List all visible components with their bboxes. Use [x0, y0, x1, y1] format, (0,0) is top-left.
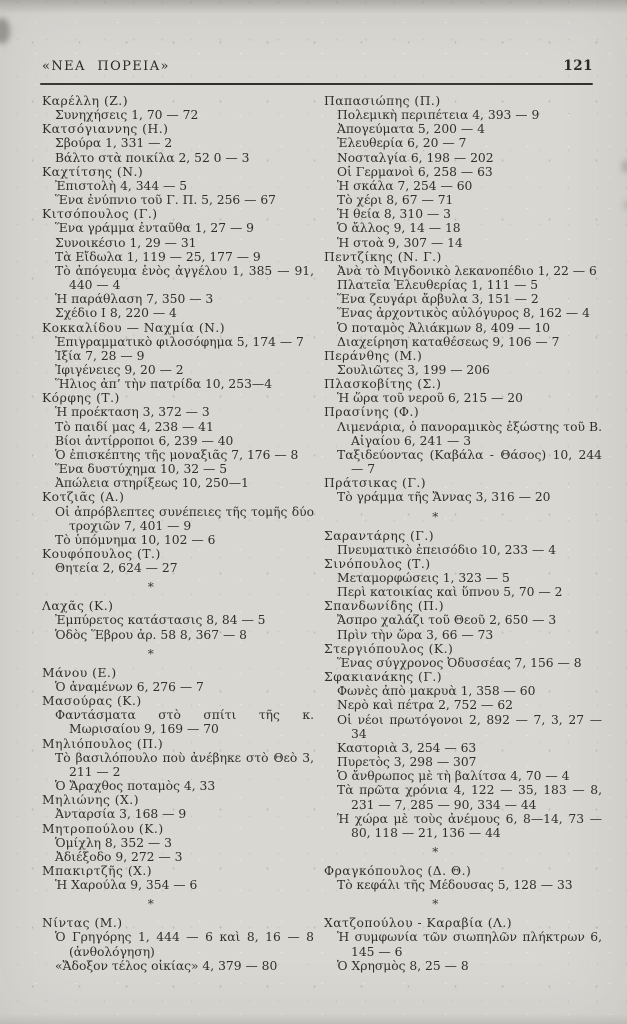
work-entry: Τὸ ὑπόμνημα 10, 102 — 6 [55, 532, 216, 547]
author-heading: Νίντας (Μ.) [42, 916, 123, 931]
author-heading: Κόρφης (Τ.) [42, 391, 120, 406]
author-heading: Μηλιώνης (Χ.) [42, 793, 139, 808]
work-entry: Ἥλιος ἀπ’ τὴν πατρίδα 10, 253—4 [55, 377, 273, 392]
work-entry: Τὸ βασιλόπουλο ποὺ ἀνέβηκε στὸ Θεὸ 3, 211 — 2 [55, 750, 314, 779]
work-entry: Μεταμορφώσεις 1, 323 — 5 [337, 571, 510, 585]
work-entry: Νερὸ καὶ πέτρα 2, 752 — 62 [337, 698, 513, 713]
work-entry: Ὁδὸς Ἕβρου ἀρ. 58 8, 367 — 8 [55, 627, 247, 642]
work-entry: Πνευματικὸ ἐπεισόδιο 10, 233 — 4 [337, 542, 557, 557]
asterisk-separator: * [147, 897, 154, 912]
author-heading: Πράτσικας (Γ.) [324, 476, 427, 491]
work-entry: Πλατεῖα Ἐλευθερίας 1, 111 — 5 [337, 278, 539, 293]
author-heading: Παπασιώπης (Π.) [324, 94, 441, 108]
work-entry: Ἀπώλεια στηρίξεως 10, 250—1 [55, 476, 249, 491]
author-heading: Στεργιόπουλος (Κ.) [324, 641, 454, 656]
work-entry: Τὰ πρῶτα χρόνια 4, 122 — 35, 183 — 8, 231 — 7, 285 — 90, 334 — 44 [337, 783, 602, 812]
work-entry: Ἐπιστολὴ 4, 344 — 5 [55, 178, 188, 193]
asterisk-separator: * [432, 897, 439, 912]
author-heading: Μηλιόπουλος (Π.) [42, 736, 164, 751]
work-entry: Ἕνα γράμμα ἐνταῦθα 1, 27 — 9 [55, 221, 254, 236]
work-entry: Ὁ ἀναμένων 6, 276 — 7 [55, 679, 204, 694]
asterisk-separator: * [432, 844, 439, 859]
author-heading: Μπακιρτζῆς (Χ.) [42, 863, 153, 878]
asterisk-separator: * [147, 646, 154, 661]
scan-smudge [0, 18, 10, 44]
work-entry: Ὁ ἐπισκέπτης τῆς μοναξιᾶς 7, 176 — 8 [55, 447, 299, 462]
author-heading: Καχτίτσης (Ν.) [42, 164, 144, 179]
header-rule [40, 83, 593, 85]
work-entry: Ὁ Γρηγόρης 1, 444 — 6 καὶ 8, 16 — 8 (ἀνθολόγηση) [55, 930, 314, 959]
work-entry: Ἐπιγραμματικὸ φιλοσόφημα 5, 174 — 7 [55, 334, 304, 349]
author-heading: Χατζοπούλου - Καραβία (Λ.) [324, 916, 513, 931]
author-heading: Μασούρας (Κ.) [42, 694, 142, 709]
work-entry: Οἱ Γερμανοὶ 6, 258 — 63 [337, 164, 493, 179]
work-entry: Σουλιῶτες 3, 199 — 206 [337, 362, 490, 377]
author-heading: Πλασκοβίτης (Σ.) [324, 377, 442, 392]
work-entry: Ἄσπρο χαλάζι τοῦ Θεοῦ 2, 650 — 3 [337, 613, 557, 628]
work-entry: Τὸ παιδί μας 4, 238 — 41 [55, 419, 214, 434]
work-entry: Ἀνταρσία 3, 168 — 9 [55, 807, 187, 822]
work-entry: Ἰξία 7, 28 — 9 [55, 348, 145, 363]
work-entry: Τὸ κεφάλι τῆς Μέδουσας 5, 128 — 33 [337, 878, 573, 893]
author-heading: Κιτσόπουλος (Γ.) [42, 207, 158, 222]
author-heading: Μητροπούλου (Κ.) [42, 821, 164, 836]
work-entry: Πολεμικὴ περιπέτεια 4, 393 — 9 [337, 108, 540, 123]
work-entry: Βίοι ἀντίρροποι 6, 239 — 40 [55, 433, 234, 448]
asterisk-separator: * [147, 580, 154, 595]
author-heading: Περάνθης (Μ.) [324, 348, 423, 363]
author-heading: Σφακιανάκης (Γ.) [324, 670, 443, 685]
author-heading: Πεντζίκης (Ν. Γ.) [324, 249, 442, 264]
work-entry: Ἕνα ἐνύπνιο τοῦ Γ. Π. 5, 256 — 67 [55, 193, 277, 208]
work-entry: «Ἄδοξον τέλος οἰκίας» 4, 379 — 80 [55, 958, 278, 973]
work-entry: Βάλτο στὰ ποικίλα 2, 52 0 — 3 [55, 150, 250, 165]
work-entry: Ἡ θεία 8, 310 — 3 [337, 207, 451, 222]
work-entry: Ὁ ἄλλος 9, 14 — 18 [337, 221, 461, 236]
author-heading: Κουφόπουλος (Τ.) [42, 547, 161, 561]
right-column [324, 94, 602, 973]
index-columns [42, 94, 602, 973]
author-heading: Πρασίνης (Φ.) [324, 405, 420, 420]
work-entry: Ἀνὰ τὸ Μιγδονικὸ λεκανοπέδιο 1, 22 — 6 [337, 263, 597, 278]
work-entry: Ἀδιέξοδο 9, 272 — 3 [55, 849, 183, 864]
work-entry: Τὸ χέρι 8, 67 — 71 [337, 193, 454, 208]
author-heading: Σινόπουλος (Τ.) [324, 556, 431, 571]
work-entry: Ἡ συμφωνία τῶν σιωπηλῶν πλήκτρων 6, 145 — 6 [337, 930, 602, 959]
author-heading: Μάνου (Ε.) [42, 665, 117, 680]
work-entry: Οἱ ἀπρόβλεπτες συνέπειες τῆς τομῆς δύο τροχιῶν 7, 401 — 9 [55, 504, 314, 533]
author-heading: Κοτζιᾶς (Α.) [42, 490, 125, 505]
author-heading: Σπανδωνίδης (Π.) [324, 599, 445, 614]
work-entry: Ἡ στοὰ 9, 307 — 14 [337, 235, 463, 250]
asterisk-separator: * [432, 509, 439, 524]
author-heading: Κοκκαλίδου — Ναχμία (Ν.) [42, 320, 226, 335]
scan-smudge [622, 160, 627, 173]
work-entry: Θητεία 2, 624 — 27 [55, 561, 178, 576]
work-entry: Νοσταλγία 6, 198 — 202 [337, 150, 494, 165]
author-heading: Κατσόγιαννης (Η.) [42, 122, 169, 137]
work-entry: Ἕνας σύγχρονος Ὀδυσσέας 7, 156 — 8 [337, 655, 582, 670]
work-entry: Ὁ ἄνθρωπος μὲ τὴ βαλίτσα 4, 70 — 4 [337, 769, 570, 784]
work-entry: Ἀπογεύματα 5, 200 — 4 [337, 122, 485, 137]
work-entry: Ὁμίχλη 8, 352 — 3 [55, 835, 172, 850]
work-entry: Λιμενάρια, ὁ πανοραμικὸς ἐξώστης τοῦ Β. Αἰγαίου 6, 241 — 3 [337, 419, 602, 448]
work-entry: Οἱ νέοι πρωτόγονοι 2, 892 — 7, 3, 27 — 34 [337, 712, 602, 741]
work-entry: Διαχείρηση καταθέσεως 9, 106 — 7 [337, 334, 560, 349]
work-entry: Ἐλευθερία 6, 20 — 7 [337, 136, 467, 151]
work-entry: Περὶ κατοικίας καὶ ὕπνου 5, 70 — 2 [337, 585, 563, 600]
work-entry: Σχέδιο Ι 8, 220 — 4 [55, 306, 177, 321]
work-entry: Τὰ Εἴδωλα 1, 119 — 25, 177 — 9 [55, 249, 261, 264]
work-entry: Ἐμπύρετος κατάστασις 8, 84 — 5 [55, 613, 266, 628]
work-entry: Συνηχήσεις 1, 70 — 72 [55, 108, 199, 123]
work-entry: Ἡ Χαρούλα 9, 354 — 6 [55, 878, 198, 893]
work-entry: Ἕνα ζευγάρι ἄρβυλα 3, 151 — 2 [337, 292, 539, 307]
author-heading: Λαχᾶς (Κ.) [42, 599, 114, 614]
page-number: 121 [563, 58, 593, 74]
work-entry: Ὁ Χρησμὸς 8, 25 — 8 [337, 958, 469, 973]
journal-title: «ΝΕΑ ΠΟΡΕΙΑ» [42, 59, 170, 74]
work-entry: Ὁ Ἄραχθος ποταμὸς 4, 33 [55, 779, 216, 794]
work-entry: Καστοριὰ 3, 254 — 63 [337, 740, 477, 755]
work-entry: Τὸ ἀπόγευμα ἑνὸς ἀγγέλου 1, 385 — 91, 440 — 4 [55, 263, 314, 293]
work-entry: Σβούρα 1, 331 — 2 [55, 136, 173, 151]
page-header [42, 58, 593, 74]
work-entry: Ἕνα δυστύχημα 10, 32 — 5 [55, 462, 228, 477]
work-entry: Φαντάσματα στὸ σπίτι τῆς κ. Μωρισαίου 9, 169 — 70 [55, 708, 314, 737]
work-entry: Ἡ σκάλα 7, 254 — 60 [337, 178, 473, 193]
work-entry: Ἕνας ἀρχοντικὸς αὐλόγυρος 8, 162 — 4 [337, 306, 590, 321]
author-heading: Σαραντάρης (Γ.) [324, 528, 435, 543]
work-entry: Ταξιδεύοντας (Καβάλα - Θάσος) 10, 244 — 7 [337, 447, 602, 477]
work-entry: Ὁ ποταμὸς Ἀλιάκμων 8, 409 — 10 [337, 320, 551, 335]
work-entry: Συνοικέσιο 1, 29 — 31 [55, 235, 197, 250]
work-entry: Φωνὲς ἀπὸ μακρυὰ 1, 358 — 60 [337, 684, 536, 699]
work-entry: Πρὶν τὴν ὥρα 3, 66 — 73 [337, 627, 494, 642]
work-entry: Ἰφιγένειες 9, 20 — 2 [55, 362, 184, 377]
left-column [42, 94, 314, 973]
work-entry: Τὸ γράμμα τῆς Ἄννας 3, 316 — 20 [337, 490, 551, 505]
work-entry: Ἡ ὥρα τοῦ νεροῦ 6, 215 — 20 [337, 391, 523, 406]
work-entry: Ἡ προέκταση 3, 372 — 3 [55, 405, 210, 420]
author-heading: Φραγκόπουλος (Δ. Θ.) [324, 863, 472, 878]
work-entry: Ἡ χώρα μὲ τοὺς ἀνέμους 6, 8—14, 73 — 80, 118 — 21, 136 — 44 [337, 811, 602, 840]
work-entry: Πυρετὸς 3, 298 — 307 [337, 755, 477, 770]
author-heading: Καρέλλη (Ζ.) [42, 94, 129, 108]
work-entry: Ἡ παράθλαση 7, 350 — 3 [55, 292, 214, 307]
